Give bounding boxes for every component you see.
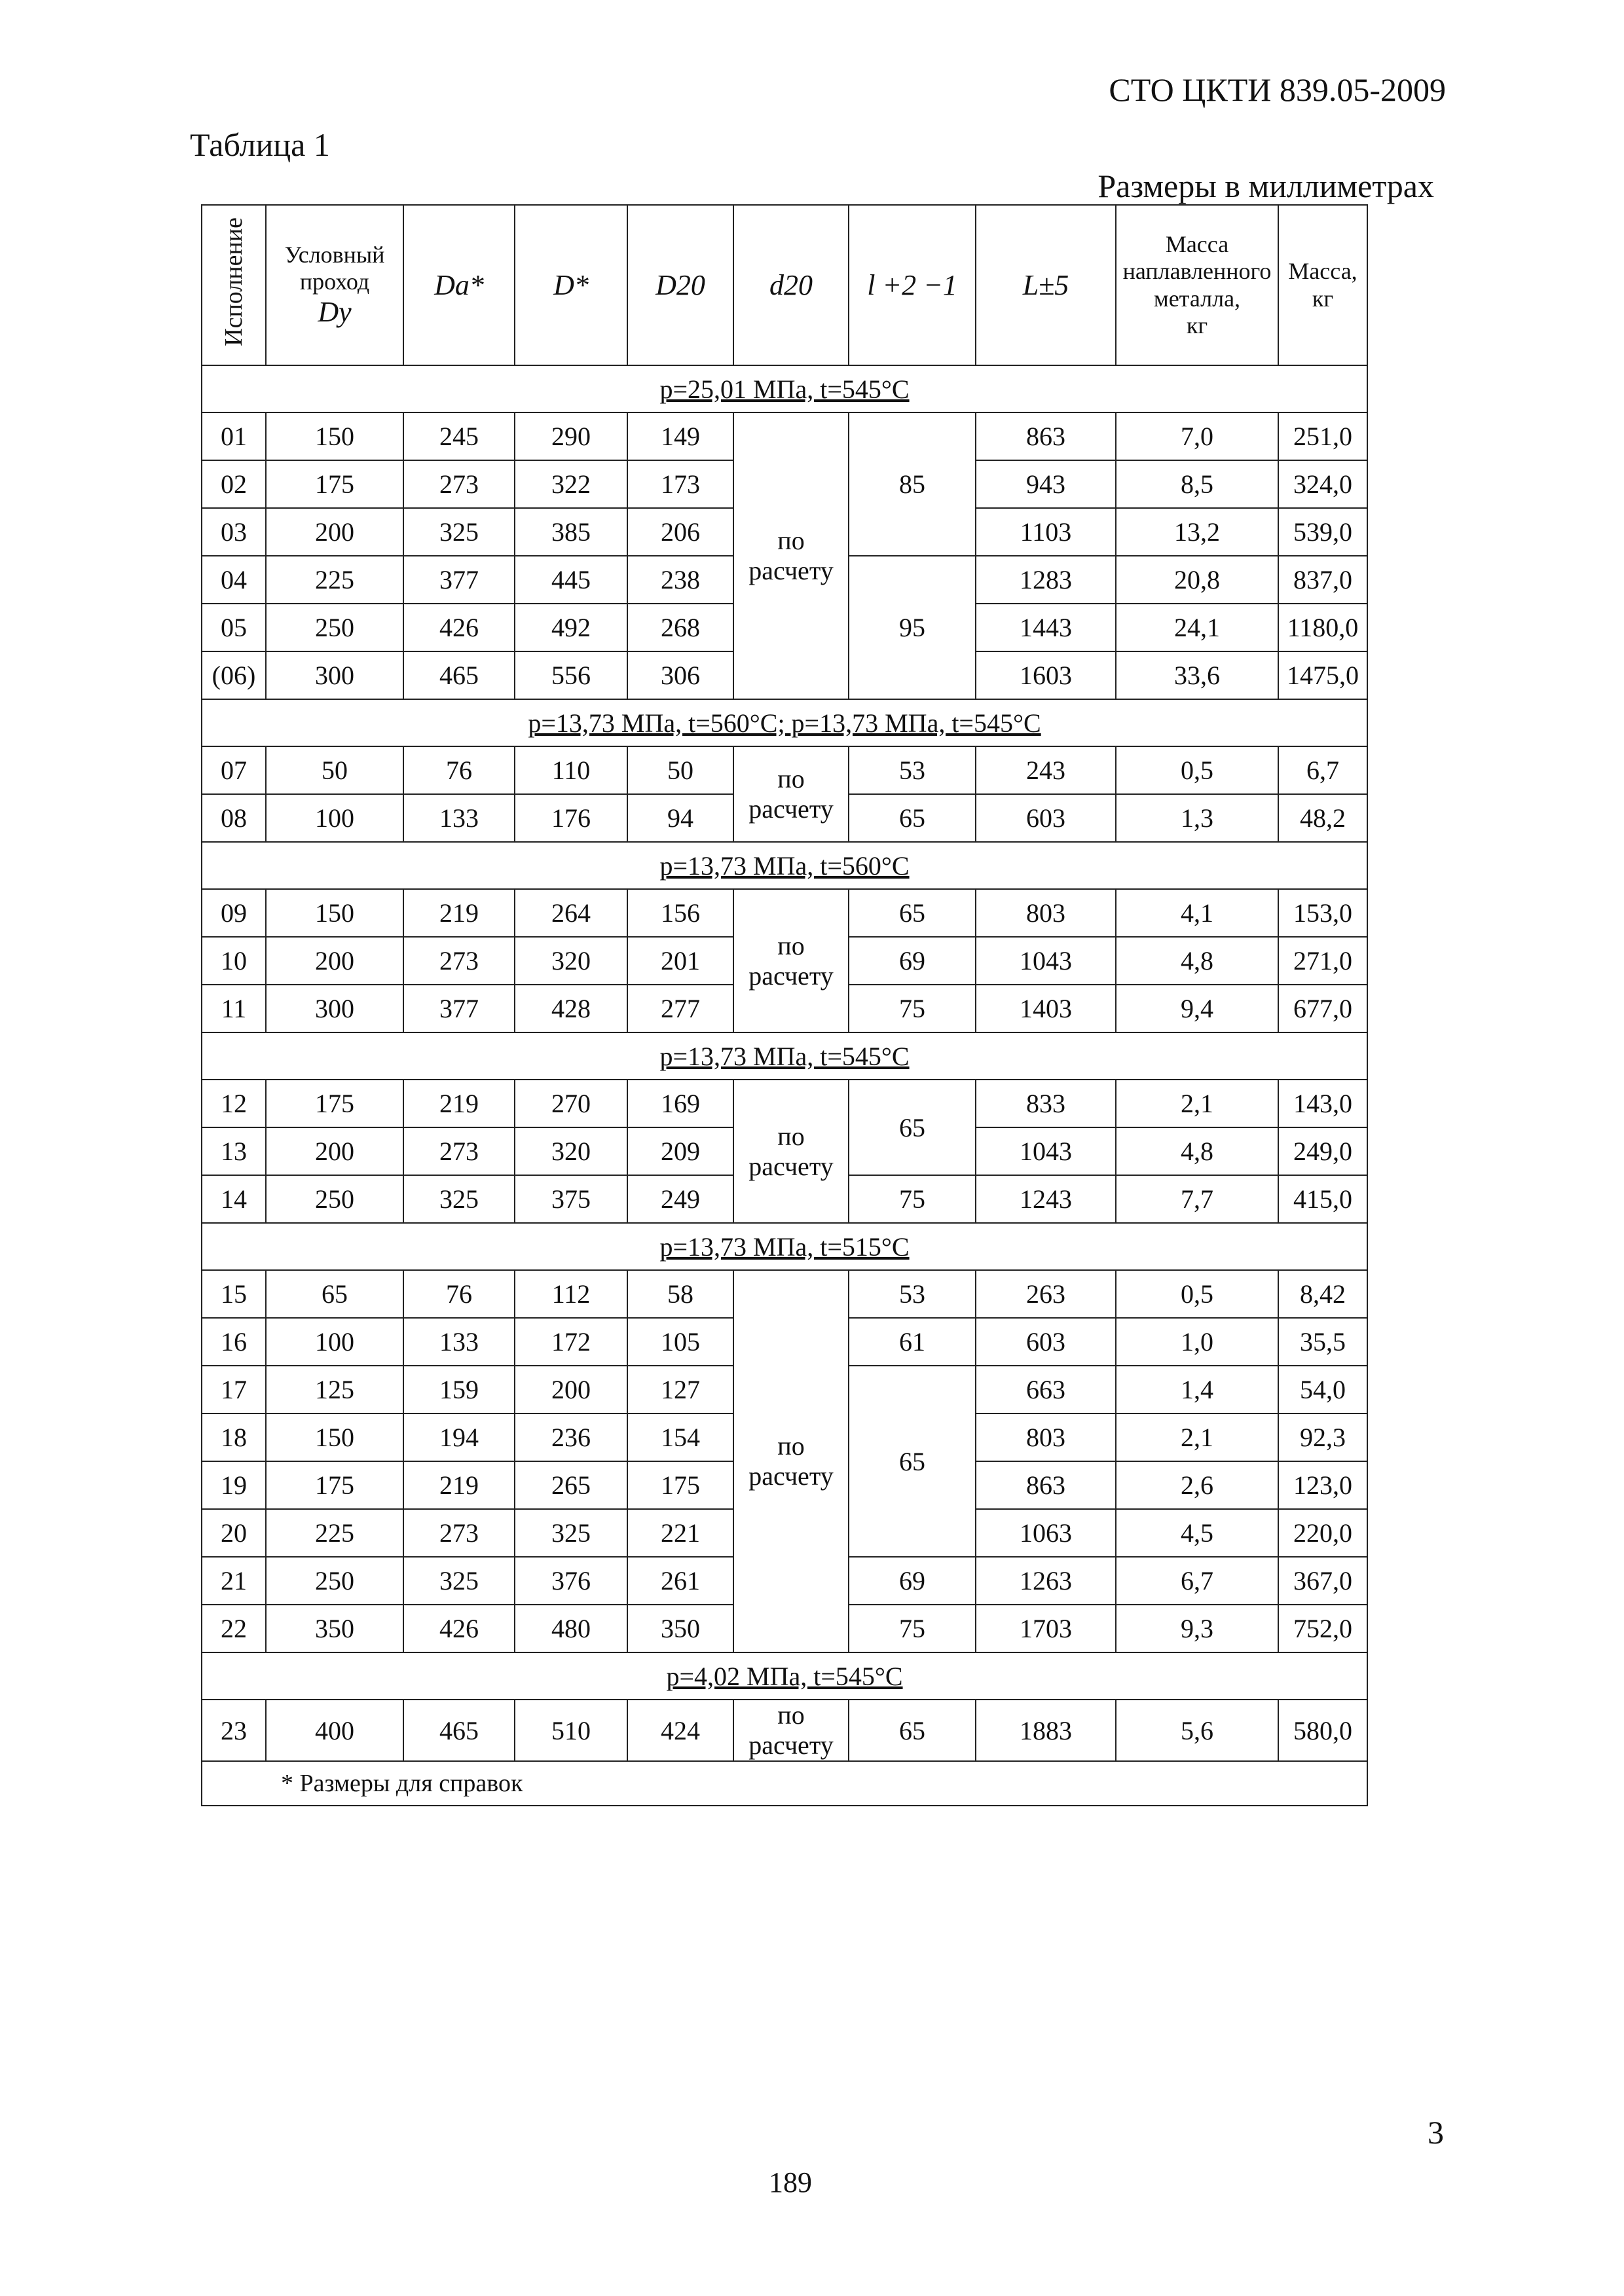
table-cell: 20,8 (1116, 556, 1278, 604)
table-cell: 1043 (976, 1127, 1116, 1175)
table-cell: 221 (627, 1509, 733, 1557)
table-cell: 325 (403, 1175, 515, 1223)
table-cell: 350 (627, 1605, 733, 1652)
table-cell: 65 (849, 1700, 976, 1761)
section-row (202, 1032, 1367, 1080)
page-number: 189 (769, 2166, 812, 2198)
table-cell: 445 (515, 556, 627, 604)
table-cell: 480 (515, 1605, 627, 1652)
table-cell: 752,0 (1278, 1605, 1367, 1652)
table-cell: 0,5 (1116, 1270, 1278, 1318)
document-code: СТО ЦКТИ 839.05-2009 (1109, 71, 1446, 108)
table-cell: 75 (849, 1605, 976, 1652)
table-cell: 12 (202, 1080, 266, 1127)
table-cell: 69 (849, 937, 976, 985)
table-cell: 225 (266, 556, 403, 604)
table-cell: 206 (627, 508, 733, 556)
table-cell: 07 (202, 746, 266, 794)
table-cell: 2,6 (1116, 1461, 1278, 1509)
table-cell: 143,0 (1278, 1080, 1367, 1127)
table-cell: 201 (627, 937, 733, 985)
table-row (202, 1270, 1367, 1318)
table-cell: 154 (627, 1413, 733, 1461)
table-cell: 127 (627, 1366, 733, 1413)
table-cell: 324,0 (1278, 460, 1367, 508)
table-cell: 863 (976, 412, 1116, 460)
table-cell: 175 (266, 460, 403, 508)
table-cell: 92,3 (1278, 1413, 1367, 1461)
table-cell: 236 (515, 1413, 627, 1461)
table-cell: 603 (976, 794, 1116, 842)
table-cell: 320 (515, 1127, 627, 1175)
table-cell: 320 (515, 937, 627, 985)
header-l-tolerance: l +2 −1 (849, 205, 976, 365)
table-cell: 01 (202, 412, 266, 460)
table-cell: 15 (202, 1270, 266, 1318)
header-nominal: Условный проход Dy (266, 205, 403, 365)
table-cell: 173 (627, 460, 733, 508)
table-cell: 603 (976, 1318, 1116, 1366)
table-cell: 200 (266, 937, 403, 985)
table-cell: 76 (403, 1270, 515, 1318)
table-cell: 238 (627, 556, 733, 604)
table-cell: 4,5 (1116, 1509, 1278, 1557)
table-cell: 9,4 (1116, 985, 1278, 1032)
table-cell: 95 (849, 556, 976, 699)
table-cell: 123,0 (1278, 1461, 1367, 1509)
table-cell: 1475,0 (1278, 651, 1367, 699)
table-cell: 833 (976, 1080, 1116, 1127)
table-cell: 1103 (976, 508, 1116, 556)
table-cell: 110 (515, 746, 627, 794)
table-cell: 112 (515, 1270, 627, 1318)
table-cell: 219 (403, 1461, 515, 1509)
table-cell: 149 (627, 412, 733, 460)
table-cell: 53 (849, 1270, 976, 1318)
table-cell: 04 (202, 556, 266, 604)
by-calc-cell: по расчету (733, 1270, 849, 1652)
table-cell: 08 (202, 794, 266, 842)
sheet-number: 3 (1428, 2114, 1444, 2151)
table-cell: 7,7 (1116, 1175, 1278, 1223)
table-cell: 150 (266, 889, 403, 937)
table-cell: 35,5 (1278, 1318, 1367, 1366)
table-cell: 261 (627, 1557, 733, 1605)
table-cell: 133 (403, 1318, 515, 1366)
table-cell: 663 (976, 1366, 1116, 1413)
table-cell: 1,0 (1116, 1318, 1278, 1366)
table-cell: 325 (403, 1557, 515, 1605)
table-cell: 03 (202, 508, 266, 556)
table-cell: 273 (403, 1509, 515, 1557)
header-d: D* (515, 205, 627, 365)
table-cell: 7,0 (1116, 412, 1278, 460)
table-cell: 94 (627, 794, 733, 842)
table-cell: 1043 (976, 937, 1116, 985)
table-cell: 1180,0 (1278, 604, 1367, 651)
table-cell: 677,0 (1278, 985, 1367, 1032)
table-cell: 14 (202, 1175, 266, 1223)
table-cell: 54,0 (1278, 1366, 1367, 1413)
by-calc-cell: по расчету (733, 746, 849, 842)
table-cell: 225 (266, 1509, 403, 1557)
table-row (202, 746, 1367, 794)
table-cell: 2,1 (1116, 1080, 1278, 1127)
table-cell: 1403 (976, 985, 1116, 1032)
table-cell: 09 (202, 889, 266, 937)
table-cell: 249,0 (1278, 1127, 1367, 1175)
table-cell: 02 (202, 460, 266, 508)
table-cell: 1883 (976, 1700, 1116, 1761)
table-cell: 65 (849, 1366, 976, 1557)
table-cell: 8,5 (1116, 460, 1278, 508)
table-cell: 209 (627, 1127, 733, 1175)
table-cell: 322 (515, 460, 627, 508)
table-cell: 306 (627, 651, 733, 699)
table-cell: 580,0 (1278, 1700, 1367, 1761)
table-cell: p=4,02 МПа, t=545°C (202, 1652, 1367, 1700)
table-cell: 300 (266, 985, 403, 1032)
table-cell: 153,0 (1278, 889, 1367, 937)
table-row (202, 1080, 1367, 1127)
table-cell: 2,1 (1116, 1413, 1278, 1461)
table-cell: 172 (515, 1318, 627, 1366)
table-cell: 150 (266, 412, 403, 460)
table-cell: 803 (976, 1413, 1116, 1461)
header-mass: Масса, кг (1278, 205, 1367, 365)
table-cell: 21 (202, 1557, 266, 1605)
table-cell: 943 (976, 460, 1116, 508)
table-cell: 1243 (976, 1175, 1116, 1223)
table-cell: 377 (403, 985, 515, 1032)
by-calc-cell: по расчету (733, 1080, 849, 1223)
header-d20-lower: d20 (733, 205, 849, 365)
section-row (202, 1652, 1367, 1700)
by-calc-cell: по расчету (733, 412, 849, 699)
footnote-row (202, 1761, 1367, 1806)
table-cell: 20 (202, 1509, 266, 1557)
table-cell: 11 (202, 985, 266, 1032)
table-cell: 6,7 (1278, 746, 1367, 794)
table-cell: 24,1 (1116, 604, 1278, 651)
units-note: Размеры в миллиметрах (1098, 168, 1434, 204)
dimensions-table (201, 204, 1368, 1806)
table-cell: 65 (849, 1080, 976, 1175)
table-cell: 428 (515, 985, 627, 1032)
table-row (202, 1700, 1367, 1761)
table-cell: 125 (266, 1366, 403, 1413)
table-cell: 159 (403, 1366, 515, 1413)
table-cell: 200 (515, 1366, 627, 1413)
table-cell: 175 (627, 1461, 733, 1509)
table-cell: 1283 (976, 556, 1116, 604)
table-cell: 263 (976, 1270, 1116, 1318)
table-cell: 376 (515, 1557, 627, 1605)
table-cell: 1,4 (1116, 1366, 1278, 1413)
table-cell: 243 (976, 746, 1116, 794)
table-cell: 76 (403, 746, 515, 794)
table-cell: 13,2 (1116, 508, 1278, 556)
table-cell: 264 (515, 889, 627, 937)
table-cell: p=13,73 МПа, t=515°C (202, 1223, 1367, 1270)
header-d20-upper: D20 (627, 205, 733, 365)
table-cell: 9,3 (1116, 1605, 1278, 1652)
table-cell: 22 (202, 1605, 266, 1652)
table-cell: 325 (515, 1509, 627, 1557)
header-weld-mass: Масса наплавленного металла, кг (1116, 205, 1278, 365)
table-cell: 16 (202, 1318, 266, 1366)
table-cell: p=13,73 МПа, t=560°C (202, 842, 1367, 889)
table-cell: 48,2 (1278, 794, 1367, 842)
table-cell: 465 (403, 651, 515, 699)
table-cell: 249 (627, 1175, 733, 1223)
table-cell: 290 (515, 412, 627, 460)
table-cell: 424 (627, 1700, 733, 1761)
table-cell: 4,8 (1116, 937, 1278, 985)
table-cell: 268 (627, 604, 733, 651)
table-cell: 33,6 (1116, 651, 1278, 699)
table-cell: 50 (627, 746, 733, 794)
table-cell: 18 (202, 1413, 266, 1461)
table-cell: 1603 (976, 651, 1116, 699)
table-cell: 273 (403, 460, 515, 508)
table-cell: 175 (266, 1461, 403, 1509)
table-cell: 200 (266, 1127, 403, 1175)
table-label: Таблица 1 (190, 126, 330, 163)
table-cell: 176 (515, 794, 627, 842)
table-cell: 58 (627, 1270, 733, 1318)
table-row (202, 412, 1367, 460)
table-cell: 65 (849, 889, 976, 937)
table-cell: 219 (403, 889, 515, 937)
table-cell: 492 (515, 604, 627, 651)
table-cell: 1063 (976, 1509, 1116, 1557)
table-cell: 556 (515, 651, 627, 699)
header-row (202, 205, 1367, 365)
table-cell: 10 (202, 937, 266, 985)
section-row (202, 842, 1367, 889)
table-cell: 367,0 (1278, 1557, 1367, 1605)
table-cell: 61 (849, 1318, 976, 1366)
table-cell: 194 (403, 1413, 515, 1461)
section-row (202, 699, 1367, 746)
section-row (202, 1223, 1367, 1270)
table-cell: 385 (515, 508, 627, 556)
table-cell: 23 (202, 1700, 266, 1761)
table-cell: 156 (627, 889, 733, 937)
table-cell: 5,6 (1116, 1700, 1278, 1761)
table-cell: p=13,73 МПа, t=560°C; p=13,73 МПа, t=545°C (202, 699, 1367, 746)
table-cell: 150 (266, 1413, 403, 1461)
table-cell: 17 (202, 1366, 266, 1413)
table-cell: 426 (403, 604, 515, 651)
table-cell: p=13,73 МПа, t=545°C (202, 1032, 1367, 1080)
header-execution: Исполнение (202, 205, 266, 365)
table-cell: 200 (266, 508, 403, 556)
header-length: L±5 (976, 205, 1116, 365)
table-cell: 65 (266, 1270, 403, 1318)
table-cell: 250 (266, 604, 403, 651)
table-cell: 1443 (976, 604, 1116, 651)
table-cell: 100 (266, 794, 403, 842)
by-calc-cell: по расчету (733, 889, 849, 1032)
table-cell: 169 (627, 1080, 733, 1127)
table-cell: 803 (976, 889, 1116, 937)
table-cell: 465 (403, 1700, 515, 1761)
table-cell: p=25,01 МПа, t=545°C (202, 365, 1367, 412)
table-cell: 13 (202, 1127, 266, 1175)
footnote: * Размеры для справок (202, 1761, 1367, 1806)
table-cell: 250 (266, 1557, 403, 1605)
table-cell: 245 (403, 412, 515, 460)
table-cell: 8,42 (1278, 1270, 1367, 1318)
table-cell: 6,7 (1116, 1557, 1278, 1605)
table-cell: 250 (266, 1175, 403, 1223)
table-cell: 133 (403, 794, 515, 842)
table-cell: 1703 (976, 1605, 1116, 1652)
table-cell: 75 (849, 985, 976, 1032)
by-calc-cell: по расчету (733, 1700, 849, 1761)
table-cell: 85 (849, 412, 976, 556)
table-cell: 273 (403, 1127, 515, 1175)
table-cell: 1263 (976, 1557, 1116, 1605)
header-da: Da* (403, 205, 515, 365)
table-cell: 65 (849, 794, 976, 842)
table-cell: 426 (403, 1605, 515, 1652)
table-cell: 415,0 (1278, 1175, 1367, 1223)
table-cell: 350 (266, 1605, 403, 1652)
table-cell: 175 (266, 1080, 403, 1127)
table-cell: 4,8 (1116, 1127, 1278, 1175)
section-row (202, 365, 1367, 412)
table-cell: 219 (403, 1080, 515, 1127)
table-cell: 100 (266, 1318, 403, 1366)
table-cell: 400 (266, 1700, 403, 1761)
table-cell: 325 (403, 508, 515, 556)
table-cell: 105 (627, 1318, 733, 1366)
table-row (202, 889, 1367, 937)
table-cell: 75 (849, 1175, 976, 1223)
table-cell: 50 (266, 746, 403, 794)
table-cell: 0,5 (1116, 746, 1278, 794)
table-cell: 300 (266, 651, 403, 699)
table-cell: 4,1 (1116, 889, 1278, 937)
table-cell: 510 (515, 1700, 627, 1761)
table-cell: (06) (202, 651, 266, 699)
table-cell: 53 (849, 746, 976, 794)
table-cell: 05 (202, 604, 266, 651)
table-cell: 19 (202, 1461, 266, 1509)
table-cell: 271,0 (1278, 937, 1367, 985)
table-cell: 220,0 (1278, 1509, 1367, 1557)
table-cell: 265 (515, 1461, 627, 1509)
table-cell: 251,0 (1278, 412, 1367, 460)
table-cell: 377 (403, 556, 515, 604)
table-cell: 69 (849, 1557, 976, 1605)
table-cell: 270 (515, 1080, 627, 1127)
table-cell: 1,3 (1116, 794, 1278, 842)
table-cell: 375 (515, 1175, 627, 1223)
table-cell: 863 (976, 1461, 1116, 1509)
table-cell: 837,0 (1278, 556, 1367, 604)
table-cell: 273 (403, 937, 515, 985)
table-cell: 539,0 (1278, 508, 1367, 556)
table-cell: 277 (627, 985, 733, 1032)
